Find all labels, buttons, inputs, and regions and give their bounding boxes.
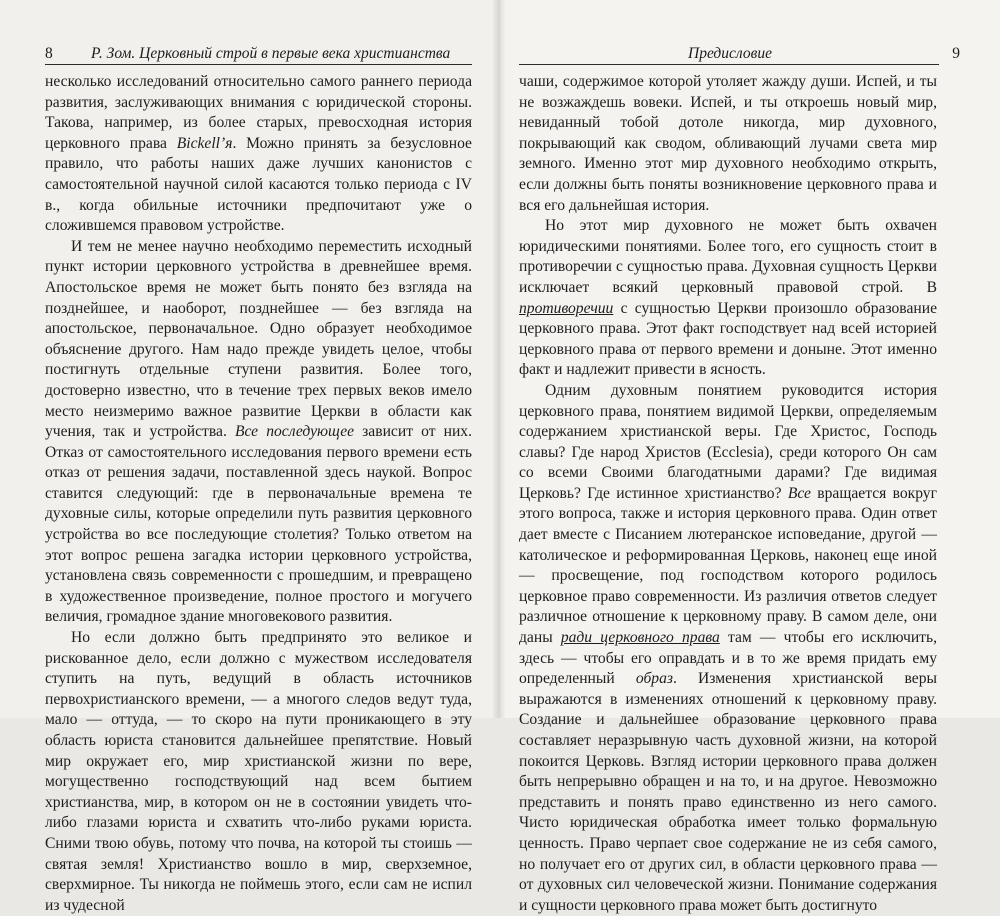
text-run: чаши, содержимое которой утоляет жажду души. Испей, и ты не возжаждешь вовеки. Испей, и ты откроешь новый мир, невиданный тобой дотоле никогда, мир духовного, покрывающий как сводом, обливающий лучами света мир земного. Именно этот мир духовного необходимо открыть, если должны быть поняты возникновение церковного права и вся его дальнейшая история. [519,73,937,214]
emphasis-text: Все [787,484,811,502]
right-body-text [519,72,937,916]
left-folio: 8 [45,45,53,62]
text-run: с сущностью Церкви произошло образование церковного права. Этот факт господствует над всей историей церковного права от первого времени и доныне. Этот именно факт и надлежит привести в ясность. [519,299,937,379]
text-run: . Можно принять за безусловное правило, что работы наших даже лучших канонистов с самостоятельной научной силой касаются только периода с IV в., когда обильные источники предпочитают уже о сложившемся правовом устройстве. [45,134,472,235]
text-run: там — чтобы его исключить, здесь — чтобы его оправдать и в то же время придать ему определенный [519,629,937,688]
text-run: вращается вокруг этого вопроса, также и история церковного права. Один ответ дает вместе с Писанием лютеранское исповедание, другой — католическое и реформированная Церковь, наконец еще иной — просвещение, под господством которого родилось церковное право современности. Из различия ответов следует различное отношение к церковному праву. В самом деле, они даны [519,484,937,647]
text-run: несколько исследований относительно самого раннего периода развития, заслуживающих внимания с юридической стороны. Такова, например, из более старых, превосходная история церковного права [45,73,472,152]
right-header-rule [519,64,939,65]
text-run: Одним духовным понятием руководится история церковного права, понятием видимой Церкви, определяемым содержанием христианской веры. Где Христос, Господь славы? Где народ Христов (Ecclesia), среди которого Он сам со всеми Своими благодатными дарами? Где видимая Церковь? Где истинное христианство? [519,381,937,502]
text-run: . Изменения христианской веры выражаются в изменениях отношений к церковному праву. Создание и дальнейшее образование церковного права составляет неразрывную часть духовной жизни, на которой покоится Церковь. Взгляд истории церковного права должен быть непрерывно обращен и на то, и на другое. Невозможно представить и понять право единственно из него самого. Чисто юридическая обработка имеет только формальную ценность. Право черпает свое содержание не из себя самого, но получает его от других сил, в области церковного права — от духовных сил человеческой жизни. Понимание содержания и сущности церковного права может быть достигнуто [519,670,937,914]
right-running-head [542,44,960,64]
right-page [498,0,1000,914]
text-run: Но если должно быть предпринято это великое и рискованное дело, если должно с мужеством исследователя ступить на путь, ведущий в область источников первохристианского времени, — а многого следов ведут туда, мало — оттуда, — то скоро на пути проникающего в эту область юриста становится дальнейшее препятствие. Новый мир окружает его, мир христианской жизни по вере, могущественно господствующий над всем бытием христианства, мир, в котором он не в состоянии увидеть что-либо глазами юриста и схватить что-либо руками юриста. Сними твою обувь, потому что почва, на которой ты стоишь — святая земля! Христианство вошло в мир, сверхземное, сверхмирное. Ты никогда не поймешь этого, если сам не испил из чудесной [45,629,472,914]
text-run: И тем не менее научно необходимо переместить исходный пункт истории церковного устройства в древнейшее время. Апостольское время не может быть понято без взгляда на позднейшее, и наоборот, позднейшее — без взгляда на апостольское, первоначальное. Одно образует необходимое объяснение другого. Нам надо прежде увидеть целое, чтобы постигнуть отдельные ступени развития. Более того, достоверно известно, что в течение трех первых веков имело место неизмеримо важное развитие Церкви в области как учения, так и устройства. [45,237,472,441]
emphasis-text: образ [635,670,673,688]
paragraph [45,72,472,237]
text-run: Но этот мир духовного не может быть охвачен юридическими понятиями. Более того, его сущность стоит в противоречии с сущностью права. Духовная сущность Церкви исключает всякий церковный правовой строй. В [519,217,937,296]
left-running-head [45,44,478,64]
left-body-text [45,72,472,916]
paragraph [519,216,937,381]
emphasis-text: Все последующее [234,423,355,441]
emphasis-text: Bickell’я [176,134,233,152]
paragraph [519,72,937,216]
paragraph [519,381,937,916]
emphasis-text: ради церковного права [560,629,720,647]
paragraph [45,237,472,628]
left-page [0,0,498,914]
emphasis-text: противоречии [519,299,614,317]
left-running-title: Р. Зом. Церковный строй в первые века христианства [91,45,451,62]
left-header-rule [45,64,472,65]
right-running-title: Предисловие [688,45,772,62]
text-run: зависит от них. Отказ от самостоятельного исследования первого времени есть отказ от решения задачи, поставленной здесь наукой. Вопрос ставится следующий: где в первоначальные времена те духовные силы, которые определили путь развития церковного устройства во все последующие столетия? Только ответом на этот вопрос решена загадка истории церковного устройства, установлена связь современности с прошедшим, и превращено в художественное произведение, полное простого и могучего величия, громадное здание многовекового развития. [45,423,473,626]
right-folio: 9 [952,45,960,62]
paragraph [45,628,472,916]
